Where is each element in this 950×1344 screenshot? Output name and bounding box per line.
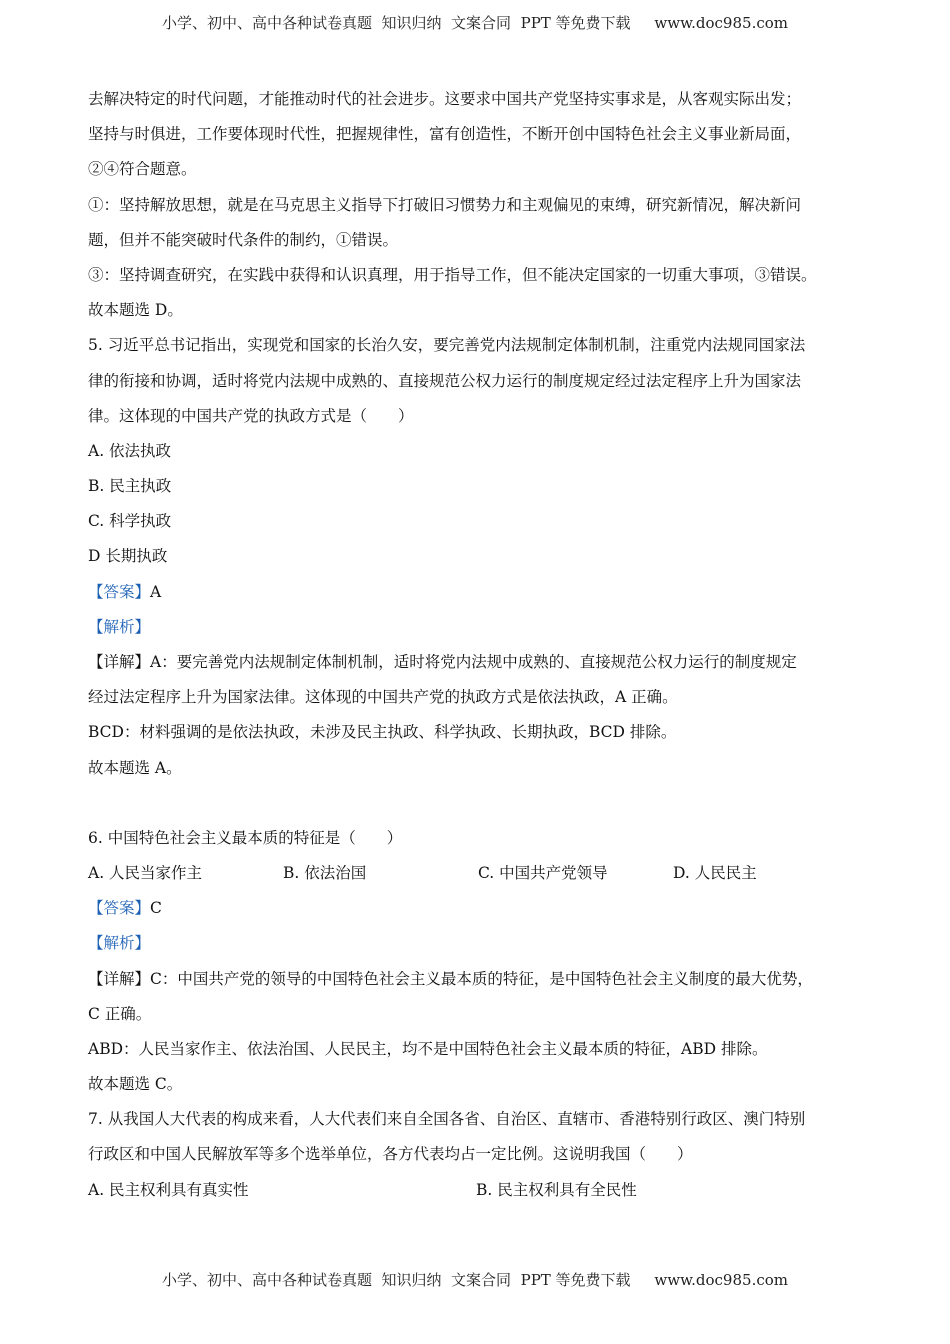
- page-header: 小学、初中、高中各种试卷真题 知识归纳 文案合同 PPT 等免费下载 www.doc985.com: [161, 14, 788, 32]
- question-stem-line: 律的衔接和协调，适时将党内法规中成熟的、直接规范公权力运行的制度规定经过法定程序上升为国家法: [88, 371, 802, 390]
- prev-explanation: [88, 88, 878, 334]
- detail-line: BCD：材料强调的是依法执政，未涉及民主执政、科学执政、长期执政，BCD 排除。: [88, 723, 677, 742]
- analysis-line: [88, 932, 878, 967]
- text-line: 题，但并不能突破时代条件的制约，①错误。: [88, 230, 399, 249]
- document-body: [88, 88, 878, 1214]
- option-b: B. 民主执政: [88, 477, 172, 496]
- question-6: [88, 827, 878, 1109]
- page-footer: 小学、初中、高中各种试卷真题 知识归纳 文案合同 PPT 等免费下载 www.doc985.com: [161, 1271, 788, 1289]
- text-line: 故本题选 D。: [88, 301, 183, 320]
- detail-line: 经过法定程序上升为国家法律。这体现的中国共产党的执政方式是依法执政，A 正确。: [88, 688, 678, 707]
- spacer: [88, 792, 878, 827]
- analysis-tag: 【解析】: [88, 934, 151, 953]
- option-c: C. 中国共产党领导: [478, 863, 608, 882]
- question-stem-line: 行政区和中国人民解放军等多个选举单位，各方代表均占一定比例。这说明我国（ ）: [88, 1145, 693, 1164]
- detail-line: 故本题选 A。: [88, 758, 182, 777]
- options-row: [88, 1179, 878, 1214]
- detail-text: C：中国共产党的领导的中国特色社会主义最本质的特征，是中国特色社会主义制度的最大优势，: [150, 969, 813, 988]
- option-a: A. 民主权利具有真实性: [88, 1180, 249, 1199]
- answer-value: A: [150, 582, 162, 601]
- detail-tag: 【详解】: [88, 969, 151, 988]
- detail-line: 故本题选 C。: [88, 1075, 183, 1094]
- analysis-line: [88, 616, 878, 651]
- question-7: [88, 1108, 878, 1214]
- text-line: 去解决特定的时代问题，才能推动时代的社会进步。这要求中国共产党坚持实事求是，从客观实际出发；: [88, 90, 802, 108]
- analysis-tag: 【解析】: [88, 617, 151, 636]
- detail-text: A：要完善党内法规制定体制机制，适时将党内法规中成熟的、直接规范公权力运行的制度规定: [150, 653, 797, 671]
- answer-line: [88, 897, 878, 932]
- answer-line: [88, 581, 878, 616]
- detail-line: C 正确。: [88, 1004, 152, 1023]
- option-c: C. 科学执政: [88, 512, 172, 531]
- answer-value: C: [150, 899, 162, 918]
- question-5: [88, 334, 878, 791]
- answer-tag: 【答案】: [88, 899, 151, 918]
- question-stem-line: 6. 中国特色社会主义最本质的特征是（ ）: [88, 828, 403, 847]
- question-stem-line: 律。这体现的中国共产党的执政方式是（ ）: [88, 406, 414, 425]
- question-stem-line: 7. 从我国人大代表的构成来看，人大代表们来自全国各省、自治区、直辖市、香港特别行政区、澳门特别: [88, 1110, 806, 1129]
- text-line: ①：坚持解放思想，就是在马克思主义指导下打破旧习惯势力和主观偏见的束缚，研究新情况，解决新问: [88, 195, 802, 214]
- text-line: ②④符合题意。: [88, 160, 197, 179]
- detail-line: [88, 968, 878, 1003]
- question-stem-line: 5. 习近平总书记指出，实现党和国家的长治久安，要完善党内法规制定体制机制，注重党内法规同国家法: [88, 336, 806, 355]
- answer-tag: 【答案】: [88, 582, 151, 601]
- detail-line: ABD：人民当家作主、依法治国、人民民主，均不是中国特色社会主义最本质的特征，ABD 排除。: [88, 1039, 768, 1058]
- text-line: ③：坚持调查研究，在实践中获得和认识真理，用于指导工作，但不能决定国家的一切重大事项，③错误。: [88, 265, 817, 284]
- option-b: B. 依法治国: [283, 863, 367, 882]
- option-a: A. 人民当家作主: [88, 863, 203, 882]
- option-d: D 长期执政: [88, 547, 168, 566]
- option-d: D. 人民民主: [673, 863, 757, 882]
- option-b: B. 民主权利具有全民性: [476, 1180, 637, 1199]
- detail-line: [88, 651, 878, 686]
- options-row: [88, 862, 878, 897]
- detail-tag: 【详解】: [88, 653, 151, 671]
- text-line: 坚持与时俱进，工作要体现时代性，把握规律性，富有创造性，不断开创中国特色社会主义事业新局面，: [88, 125, 802, 144]
- option-a: A. 依法执政: [88, 441, 172, 460]
